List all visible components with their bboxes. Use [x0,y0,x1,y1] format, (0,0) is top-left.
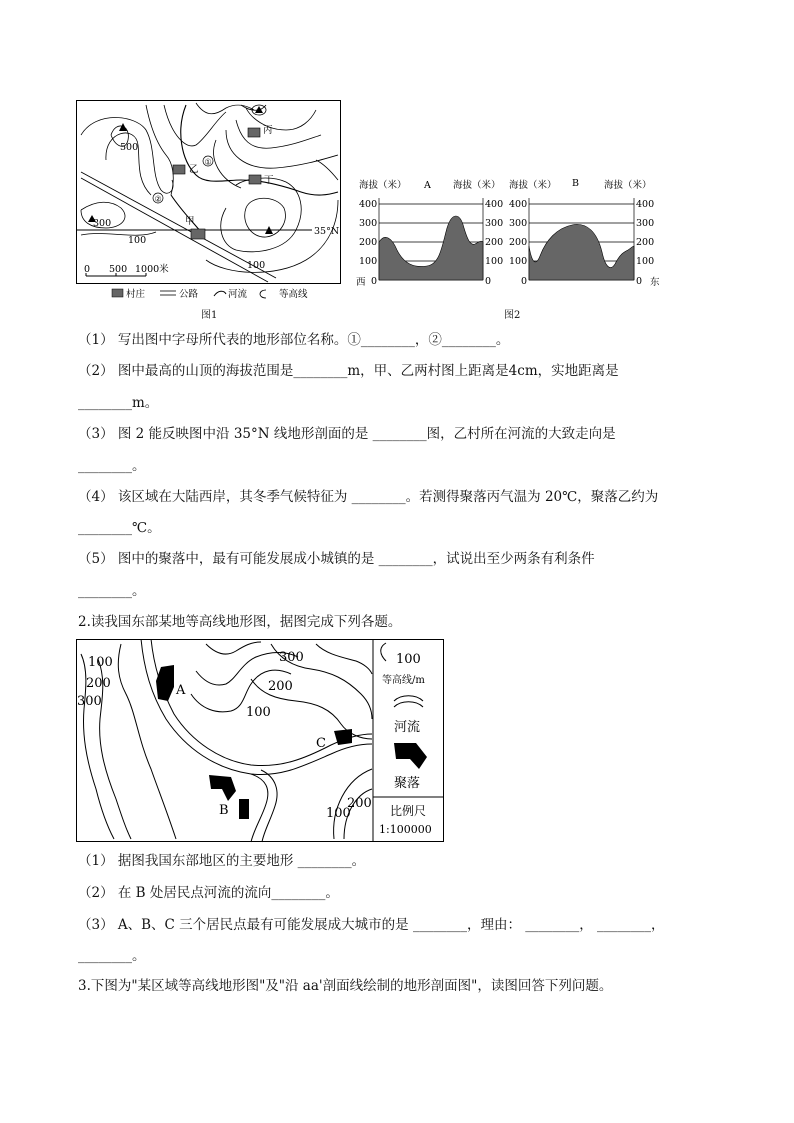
contour-label: 100 [88,655,113,670]
settlement-label: A [176,683,186,698]
contour-label: 200 [268,679,293,694]
contour-label: 300 [279,650,304,665]
village-label: 丙 [263,125,273,136]
contour-label: 200 [347,796,372,811]
q1-item-4: （4） 该区域在大陆西岸，其冬季气候特征为 ________。若测得聚落丙气温为 20℃，聚落乙约为 [78,489,659,505]
tick-label: 0 [636,276,643,287]
q1-item-5: （5） 图中的聚落中，最有可能发展成小城镇的是 ________，试说出至少两条有利条件 [78,551,595,567]
tick-label: 400 [359,199,378,210]
legend-label: 河流 [228,289,248,300]
terrain-profile [379,216,483,280]
scale-label: 1000米 [135,264,169,275]
contour-label: 100 [246,705,271,720]
legend-scale-title: 比例尺 [390,804,427,818]
q1-item-5-cont: ________。 [78,583,146,599]
figure-2-caption: 图2 [504,310,521,321]
settlement-label: C [316,736,326,751]
axis-label: 海拔（米） [509,180,557,191]
figure-1 [76,100,342,300]
village-label: 甲 [185,216,195,227]
legend-label: 等高线 [279,289,308,300]
q3-title: 3.下图为"某区域等高线地形图"及"沿 aa'剖面线绘制的地形剖面图"，读图回答下列问题。 [78,978,613,994]
tick-label: 100 [359,256,378,267]
tick-label: 300 [485,218,504,229]
contour-label: 200 [86,676,111,691]
q1-item-2: （2） 图中最高的山顶的海拔范围是________m，甲、乙两村图上距离是4cm，实地距离是 [78,363,619,379]
profile-panel-b [509,198,660,288]
legend-contour-value: 100 [396,652,421,667]
q2-item-2: （2） 在 B 处居民点河流的流向________。 [78,885,339,901]
village-label: 丁 [264,175,274,186]
tick-label: 0 [485,276,492,287]
figure-2-profiles [352,176,662,291]
axis-label: 海拔（米） [604,180,652,191]
village-bing [248,128,260,137]
tick-label: 300 [509,218,528,229]
terrain-profile [529,224,634,280]
village-jia [191,229,205,239]
tick-label: 300 [636,218,655,229]
figure-1-legend [112,288,308,300]
settlement-label: B [219,803,229,818]
legend-label: 村庄 [126,289,146,300]
scale-label: 0 [84,264,91,275]
tick-label: 400 [485,199,504,210]
q1-item-1: （1） 写出图中字母所代表的地形部位名称。①________，②________。 [78,332,510,348]
q1-item-4-cont: ________℃。 [78,520,161,536]
q1-item-2-cont: ________m。 [78,395,159,411]
scale-label: 500 [109,264,128,275]
q2-title: 2.读我国东部某地等高线地形图，据图完成下列各题。 [78,614,402,630]
legend-label: 公路 [179,289,199,300]
tick-label: 400 [636,199,655,210]
panel-title: B [572,178,579,189]
contour-legend-icon [260,290,266,298]
contour-label: 100 [247,260,266,271]
settlement-b-part [239,799,249,819]
contour-label: 500 [120,142,139,153]
legend-settlement: 聚落 [394,776,421,791]
tick-label: 200 [359,237,378,248]
axis-label: 海拔（米） [453,180,501,191]
tick-label: 300 [359,218,378,229]
direction-label: 东 [650,277,660,288]
q1-item-3-cont: ________。 [78,458,146,474]
point-marker: ② [154,194,162,204]
q2-item-3: （3） A、B、C 三个居民点最有可能发展成大城市的是 ________，理由： ________， ________， [78,917,665,933]
profile-panel-a [356,198,503,288]
river-legend-icon [214,291,226,296]
contour-label: 100 [128,235,147,246]
village-yi [173,165,185,174]
q2-map [76,639,444,843]
tick-label: 400 [509,199,528,210]
panel-title: A [424,180,431,191]
q2-item-3-cont: ________。 [78,948,146,964]
axis-label: 海拔（米） [359,180,407,191]
q1-item-3: （3） 图 2 能反映图中沿 35°N 线地形剖面的是 ________图，乙村所在河流的大致走向是 [78,426,616,442]
q2-item-1: （1） 据图我国东部地区的主要地形 ________。 [78,853,366,869]
tick-label: 200 [509,237,528,248]
point-marker: ① [204,157,212,167]
direction-label: 西 [356,277,366,288]
tick-label: 100 [485,256,504,267]
contour-label: 300 [93,218,112,229]
legend-contour-label: 等高线/m [382,675,425,686]
village-label: 乙 [189,164,199,175]
tick-label: 0 [371,276,378,287]
tick-label: 200 [485,237,504,248]
legend-river: 河流 [394,720,421,735]
tick-label: 100 [636,256,655,267]
figure-2 [352,176,662,291]
contour-label: 300 [77,694,102,709]
tick-label: 0 [521,276,528,287]
latitude-label: 35°N [314,226,340,237]
q2-map-svg [76,639,444,843]
village-ding [249,175,261,184]
legend-scale-value: 1:100000 [379,823,432,836]
figure-1-caption: 图1 [201,310,218,321]
tick-label: 200 [636,237,655,248]
figure-1-map [76,100,342,300]
tick-label: 100 [509,256,528,267]
village-legend-icon [112,289,123,297]
contour-label: 100 [326,806,351,821]
